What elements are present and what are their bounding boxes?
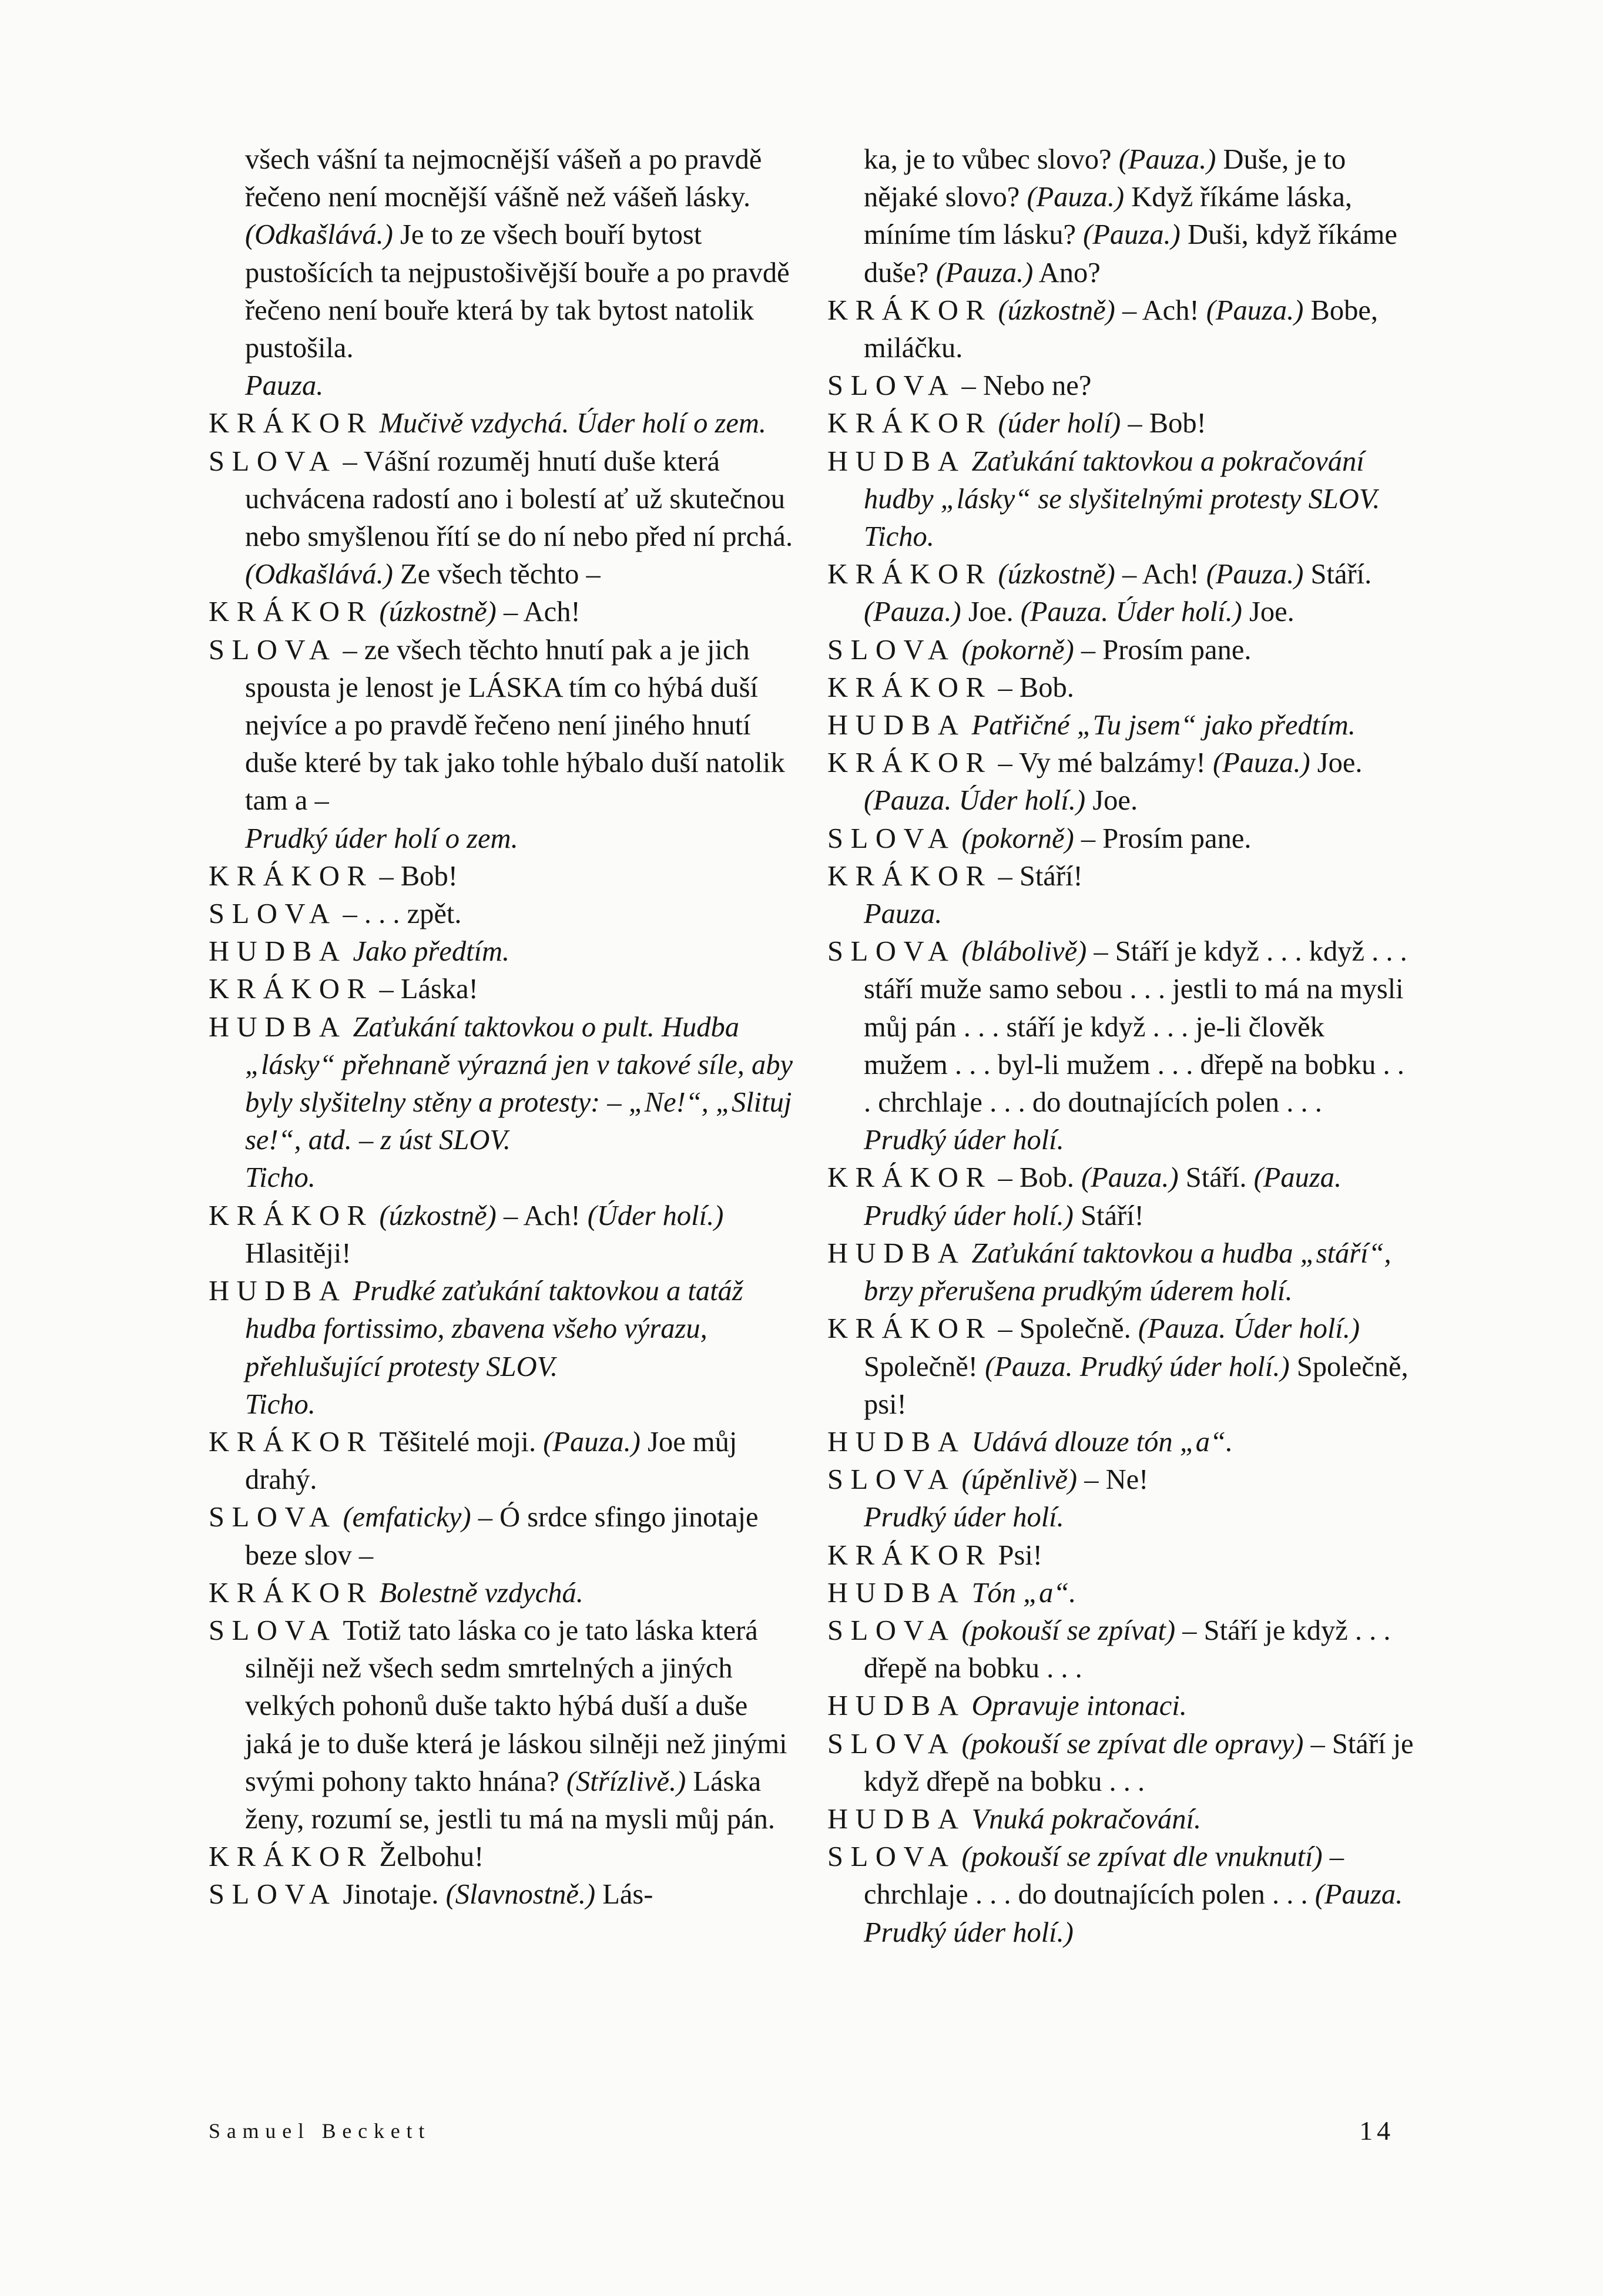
direction-text: (Slavnostně.) xyxy=(445,1879,596,1911)
speaker-name: HUDBA xyxy=(209,1011,347,1043)
direction-text: (Pauza. Úder holí.) xyxy=(1138,1313,1360,1345)
direction-text: (Pauza.) xyxy=(543,1426,640,1458)
speech-line xyxy=(209,632,796,820)
spoken-text: všech vášní ta nejmocnější vášeň a po pravdě řečeno není mocnější vášně než vášeň lásky. xyxy=(245,144,762,213)
direction-text: Tón „a“. xyxy=(971,1577,1077,1609)
spoken-text: – Nebo ne? xyxy=(961,370,1092,402)
speech-line xyxy=(827,1801,1415,1838)
speaker-name: KRÁKOR xyxy=(827,294,992,326)
direction-text: (úpěnlivě) xyxy=(961,1464,1078,1496)
spoken-text: Joe můj drahý. xyxy=(245,1426,737,1496)
spoken-text: – Stáří! xyxy=(998,860,1083,892)
direction-text: (Pauza. Úder holí.) xyxy=(864,785,1086,817)
direction-text: (Pauza.) xyxy=(935,257,1034,288)
speech-line xyxy=(209,895,796,933)
spoken-text: – ze všech těchto hnutí pak a je jich spousta je lenost je LÁSKA tím co hýbá duší nejvíce a po pravdě řečeno není jiného hnutí duše které by tak jako tohle hýbalo duší natolik tam a – xyxy=(245,634,785,817)
direction-text: Vnuká pokračování. xyxy=(971,1803,1202,1835)
speaker-name: SLOVA xyxy=(209,445,337,477)
direction-text: Zaťukání taktovkou o pult. Hudba „lásky“ přehnaně výrazná jen v takové síle, aby byly slyšitelny stěny a protesty: – „Ne!“, „Slituj se!“, atd. – z úst SLOV. xyxy=(245,1011,793,1156)
direction-text: (Pauza.) xyxy=(1206,559,1304,590)
speech-line xyxy=(827,1461,1415,1499)
direction-text: (pokouší se zpívat dle opravy) xyxy=(961,1728,1304,1760)
spoken-text: – Ne! xyxy=(1077,1464,1149,1496)
speaker-name: SLOVA xyxy=(209,1879,337,1911)
spoken-text: – Ach! xyxy=(496,1200,588,1231)
speech-line xyxy=(209,1009,796,1160)
spoken-text: Stáří. xyxy=(1303,559,1372,590)
speaker-name: SLOVA xyxy=(209,1614,337,1646)
direction-text: Opravuje intonaci. xyxy=(971,1690,1187,1722)
speech-line xyxy=(827,367,1415,405)
spoken-text: Joe. xyxy=(961,596,1021,628)
speaker-name: KRÁKOR xyxy=(209,408,374,439)
speech-line xyxy=(827,1235,1415,1310)
speech-line xyxy=(209,1876,796,1914)
speech-line xyxy=(209,1424,796,1499)
stage-direction xyxy=(209,1159,796,1197)
stage-direction xyxy=(827,518,1415,556)
speaker-name: KRÁKOR xyxy=(827,747,992,779)
direction-text: (Úder holí.) xyxy=(587,1200,724,1231)
speech-line xyxy=(209,971,796,1008)
speech-line xyxy=(827,1424,1415,1461)
speech-line xyxy=(209,443,796,594)
speaker-name: SLOVA xyxy=(209,898,337,930)
direction-text: Udává dlouze tón „a“. xyxy=(971,1426,1233,1458)
speech-line xyxy=(827,1687,1415,1725)
direction-text: (úzkostně) xyxy=(998,294,1115,326)
direction-text: Zaťukání taktovkou a pokračování hudby „lásky“ se slyšitelnými protesty SLOV. xyxy=(864,445,1380,515)
speaker-name: SLOVA xyxy=(827,634,956,666)
spoken-text: – Ach! xyxy=(1115,294,1206,326)
speaker-name: KRÁKOR xyxy=(209,860,374,892)
direction-text: Ticho. xyxy=(245,1388,316,1420)
speech-line xyxy=(827,1310,1415,1424)
spoken-text: – Prosím pane. xyxy=(1074,634,1252,666)
speech-line xyxy=(209,1499,796,1574)
speech-line xyxy=(827,1537,1415,1575)
direction-text: Ticho. xyxy=(864,521,934,553)
speaker-name: KRÁKOR xyxy=(209,974,374,1005)
spoken-text: – Ó srdce sfingo jinotaje beze slov – xyxy=(245,1502,759,1571)
direction-text: Bolestně vzdychá. xyxy=(379,1577,583,1609)
direction-text: (Pauza.) xyxy=(1118,144,1216,175)
speaker-name: HUDBA xyxy=(827,1426,966,1458)
spoken-text: Když říkáme láska, míníme tím lásku? xyxy=(864,182,1352,251)
direction-text: Prudké zaťukání taktovkou a tatáž hudba fortissimo, zbavena všeho výrazu, přehlušující protesty SLOV. xyxy=(245,1275,743,1382)
direction-text: (Pauza.) xyxy=(1081,1162,1179,1194)
direction-text: (Pauza.) xyxy=(1206,294,1304,326)
speaker-name: KRÁKOR xyxy=(827,1313,992,1345)
direction-text: (Pauza. Prudký úder holí.) xyxy=(985,1351,1290,1382)
spoken-text: Duše, je to nějaké slovo? xyxy=(864,144,1346,213)
speech-line xyxy=(827,292,1415,367)
spoken-text: – Stáří je když . . . dřepě na bobku . . . xyxy=(864,1614,1391,1684)
speaker-name: HUDBA xyxy=(827,1577,966,1609)
direction-text: Jako předtím. xyxy=(353,936,510,968)
direction-text: (pokorně) xyxy=(961,823,1074,854)
speech-line xyxy=(209,933,796,971)
direction-text: (Pauza.) xyxy=(1083,219,1181,251)
speech-line xyxy=(209,1575,796,1612)
stage-direction xyxy=(209,820,796,858)
spoken-text: – Bob. xyxy=(998,1162,1081,1194)
speaker-name: KRÁKOR xyxy=(827,559,992,590)
speaker-name: KRÁKOR xyxy=(209,1426,374,1458)
speaker-name: SLOVA xyxy=(827,1614,956,1646)
spoken-text: Láska ženy, rozumí se, jestli tu má na mysli můj pán. xyxy=(245,1765,776,1835)
spoken-text: – Společně. xyxy=(998,1313,1138,1345)
stage-direction xyxy=(827,895,1415,933)
direction-text: (Odkašlává.) xyxy=(245,219,393,251)
spoken-text: Stáří! xyxy=(1073,1200,1144,1231)
speech-line xyxy=(827,707,1415,744)
speaker-name: KRÁKOR xyxy=(209,596,374,628)
speaker-name: SLOVA xyxy=(827,823,956,854)
direction-text: Prudký úder holí. xyxy=(864,1502,1064,1533)
spoken-text: ka, je to vůbec slovo? xyxy=(864,144,1119,175)
left-column xyxy=(209,141,796,1914)
speech-line xyxy=(827,1726,1415,1801)
stage-direction xyxy=(209,367,796,405)
direction-text: (pokorně) xyxy=(961,634,1074,666)
speaker-name: SLOVA xyxy=(209,634,337,666)
spoken-text: Společně, psi! xyxy=(864,1351,1409,1420)
spoken-text: Je to ze všech bouří bytost pustošících ta nejpustošivější bouře a po pravdě řečeno není bouře která by tak bytost natolik pustošila. xyxy=(245,219,790,364)
spoken-text: Stáří. xyxy=(1178,1162,1254,1194)
speaker-name: KRÁKOR xyxy=(209,1200,374,1231)
speaker-name: KRÁKOR xyxy=(209,1577,374,1609)
page-number: 14 xyxy=(1359,2116,1394,2146)
footer-author: Samuel Beckett xyxy=(209,2119,431,2143)
stage-direction xyxy=(827,1499,1415,1536)
speech-line xyxy=(209,1838,796,1876)
spoken-text: Joe. xyxy=(1085,785,1138,817)
speaker-name: KRÁKOR xyxy=(827,408,992,439)
speech-line xyxy=(827,1838,1415,1952)
speech-line xyxy=(827,1575,1415,1612)
direction-text: (pokouší se zpívat) xyxy=(961,1614,1176,1646)
spoken-text: – Bob! xyxy=(379,860,458,892)
direction-text: (Pauza. Prudký úder holí.) xyxy=(864,1162,1342,1231)
spoken-text: Lás- xyxy=(595,1879,653,1911)
speech-line xyxy=(827,820,1415,858)
direction-text: (Pauza. Úder holí.) xyxy=(1020,596,1242,628)
speech-continuation xyxy=(827,141,1415,292)
direction-text: (Pauza. Prudký úder holí.) xyxy=(864,1879,1403,1948)
speaker-name: KRÁKOR xyxy=(209,1841,374,1873)
direction-text: Pauza. xyxy=(245,370,324,402)
speaker-name: HUDBA xyxy=(827,1237,966,1269)
direction-text: (Pauza.) xyxy=(1027,182,1125,213)
speech-line xyxy=(827,933,1415,1122)
speech-line xyxy=(827,443,1415,518)
spoken-text: Joe. xyxy=(1242,596,1295,628)
spoken-text: – Stáří je když . . . když . . . stáří muže samo sebou . . . jestli to má na mysli můj pán . . . stáří je když . . . je-li člověk mužem . . . byl-li mužem . . . dřepě na bobku . . . chrchlaje . . . do doutnajících polen . . . xyxy=(864,936,1407,1119)
speaker-name: SLOVA xyxy=(209,1502,337,1533)
speech-line xyxy=(827,1159,1415,1234)
speaker-name: HUDBA xyxy=(827,710,966,741)
direction-text: (blábolivě) xyxy=(961,936,1087,968)
direction-text: (pokouší se zpívat dle vnuknutí) xyxy=(961,1841,1323,1873)
spoken-text: Těšitelé moji. xyxy=(379,1426,544,1458)
speaker-name: KRÁKOR xyxy=(827,1162,992,1194)
direction-text: Mučivě vzdychá. Úder holí o zem. xyxy=(379,408,767,439)
spoken-text: – . . . zpět. xyxy=(343,898,462,930)
speech-line xyxy=(827,744,1415,820)
speech-line xyxy=(209,1273,796,1386)
spoken-text: – Ach! xyxy=(1115,559,1206,590)
direction-text: (emfaticky) xyxy=(343,1502,471,1533)
spoken-text: Totiž tato láska co je tato láska která silněji než všech sedm smrtelných a jiných velkých pohonů duše takto hýbá duší a duše jaká je to duše která je láskou silněji než jinými svými pohony takto hnána? xyxy=(245,1614,787,1797)
speaker-name: KRÁKOR xyxy=(827,672,992,703)
speaker-name: HUDBA xyxy=(827,1690,966,1722)
speech-line xyxy=(827,669,1415,707)
speech-line xyxy=(827,858,1415,895)
speech-line xyxy=(209,1612,796,1838)
speech-line xyxy=(209,593,796,631)
speaker-name: HUDBA xyxy=(827,1803,966,1835)
speaker-name: HUDBA xyxy=(209,1275,347,1307)
spoken-text: – Vy mé balzámy! xyxy=(998,747,1213,779)
stage-direction xyxy=(827,1122,1415,1159)
direction-text: Patřičné „Tu jsem“ jako předtím. xyxy=(971,710,1356,741)
direction-text: Prudký úder holí. xyxy=(864,1124,1064,1156)
speech-line xyxy=(209,405,796,442)
speaker-name: SLOVA xyxy=(827,1728,956,1760)
spoken-text: Jinotaje. xyxy=(343,1879,446,1911)
speech-continuation xyxy=(209,141,796,367)
direction-text: (úzkostně) xyxy=(998,559,1115,590)
speaker-name: SLOVA xyxy=(827,1841,956,1873)
speaker-name: SLOVA xyxy=(827,370,956,402)
speaker-name: KRÁKOR xyxy=(827,1539,992,1571)
speaker-name: SLOVA xyxy=(827,1464,956,1496)
speech-line xyxy=(209,858,796,895)
direction-text: (Střízlivě.) xyxy=(566,1765,686,1797)
spoken-text: Želbohu! xyxy=(379,1841,484,1873)
speaker-name: SLOVA xyxy=(827,936,956,968)
spoken-text: Ze všech těchto – xyxy=(393,559,601,590)
direction-text: Ticho. xyxy=(245,1162,316,1194)
right-column xyxy=(827,141,1415,1952)
spoken-text: – Stáří je když dřepě na bobku . . . xyxy=(864,1728,1414,1797)
speech-line xyxy=(827,632,1415,669)
spoken-text: – chrchlaje . . . do doutnajících polen . . . xyxy=(864,1841,1344,1911)
speech-line xyxy=(827,556,1415,631)
speech-line xyxy=(209,1197,796,1273)
direction-text: (úzkostně) xyxy=(379,1200,497,1231)
spoken-text: – Ach! xyxy=(496,596,581,628)
direction-text: Pauza. xyxy=(864,898,943,930)
speaker-name: KRÁKOR xyxy=(827,860,992,892)
spoken-text: Psi! xyxy=(998,1539,1042,1571)
direction-text: (úzkostně) xyxy=(379,596,497,628)
spoken-text: Společně! xyxy=(864,1351,985,1382)
spoken-text: Ano? xyxy=(1033,257,1101,288)
spoken-text: – Bob! xyxy=(1121,408,1206,439)
direction-text: (úder holí) xyxy=(998,408,1121,439)
direction-text: (Pauza.) xyxy=(1212,747,1310,779)
spoken-text: Bobe, miláčku. xyxy=(864,294,1379,364)
speaker-name: HUDBA xyxy=(209,936,347,968)
stage-direction xyxy=(209,1386,796,1424)
spoken-text: Joe. xyxy=(1310,747,1363,779)
spoken-text: – Bob. xyxy=(998,672,1074,703)
spoken-text: Duši, když říkáme duše? xyxy=(864,219,1397,288)
speaker-name: HUDBA xyxy=(827,445,966,477)
direction-text: (Odkašlává.) xyxy=(245,559,393,590)
speech-line xyxy=(827,405,1415,442)
speech-line xyxy=(827,1612,1415,1687)
direction-text: Zaťukání taktovkou a hudba „stáří“, brzy přerušena prudkým úderem holí. xyxy=(864,1237,1391,1307)
spoken-text: – Láska! xyxy=(379,974,478,1005)
spoken-text: Hlasitěji! xyxy=(245,1237,351,1269)
spoken-text: – Vášní rozuměj hnutí duše která uchvácena radostí ano i bolestí ať už skutečnou nebo smyšlenou řítí se do ní nebo před ní prchá. xyxy=(245,445,793,553)
spoken-text: – Prosím pane. xyxy=(1074,823,1252,854)
direction-text: (Pauza.) xyxy=(864,596,961,628)
direction-text: Prudký úder holí o zem. xyxy=(245,823,518,854)
